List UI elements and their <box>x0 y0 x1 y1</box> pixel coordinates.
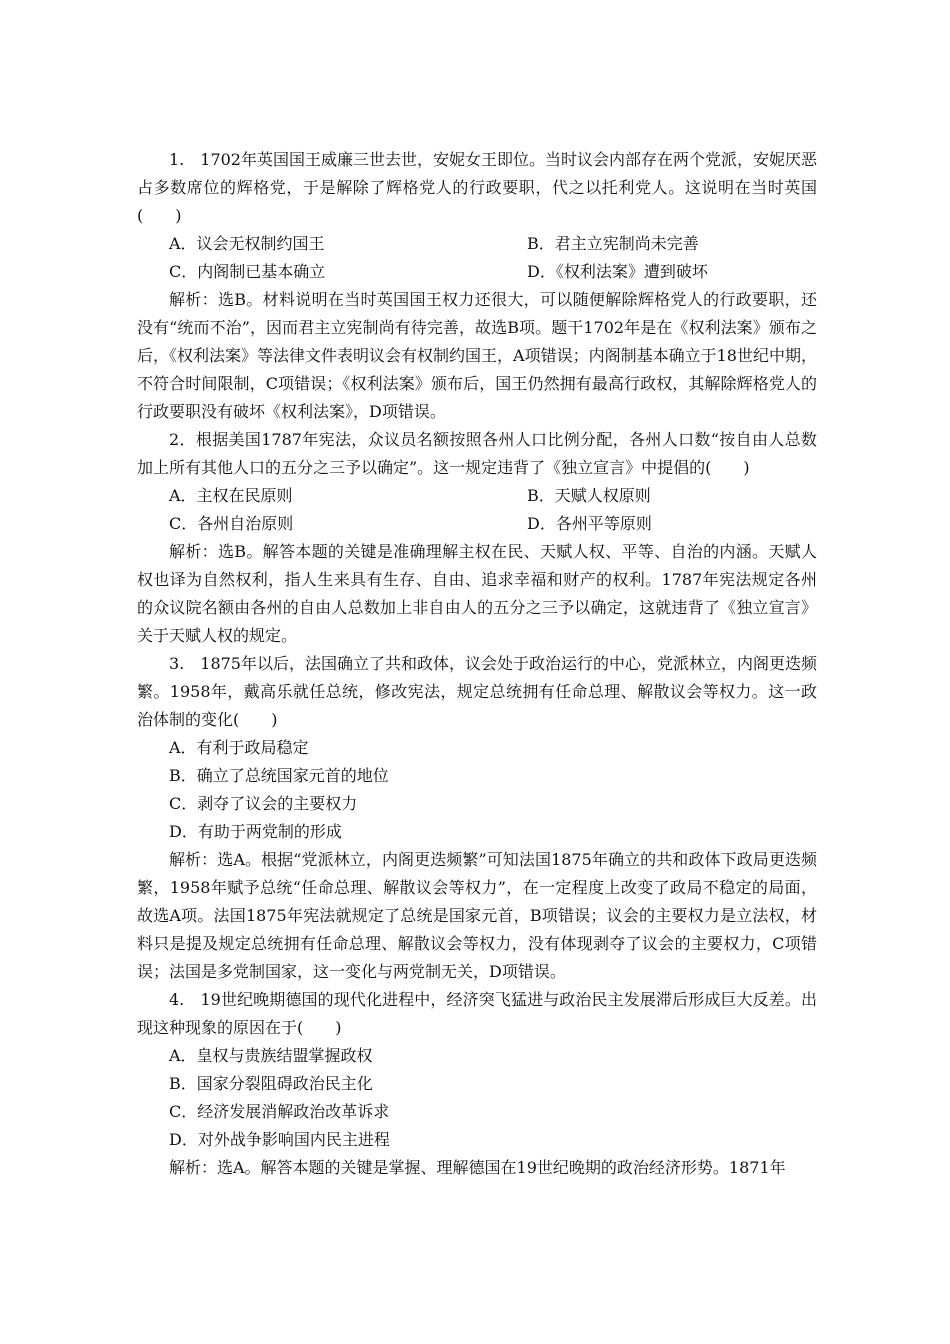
question-1-analysis: 解析：选B。材料说明在当时英国国王权力还很大，可以随便解除辉格党人的行政要职，还没有“统而不治”，因而君主立宪制尚有待完善，故选B项。题干1702年是在《权利法案》颁布之后，《权利法案》等法律文件表明议会有权制约国王，A项错误；内阁制基本确立于18世纪中期，不符合时间限制，C项错误；《权利法案》颁布后，国王仍然拥有最高行政权，其解除辉格党人的行政要职没有破坏《权利法案》，D项错误。 <box>137 290 817 421</box>
question-1-option-a: A．议会无权制约国王 <box>169 234 325 253</box>
question-1-option-b: B．君主立宪制尚未完善 <box>527 234 699 253</box>
question-list <box>137 146 817 1182</box>
question-1-option-d: D．《权利法案》遭到破坏 <box>527 262 708 281</box>
question-4-options <box>137 1042 817 1154</box>
question-4-stem: 4. 19世纪晚期德国的现代化进程中，经济突飞猛进与政治民主发展滞后形成巨大反差。出现这种现象的原因在于( ) <box>137 990 817 1037</box>
question-2-option-d: D．各州平等原则 <box>527 514 652 533</box>
question-3-option-c: C．剥夺了议会的主要权力 <box>169 794 358 813</box>
question-2-option-c: C．各州自治原则 <box>169 514 294 533</box>
question-1-options <box>137 230 817 286</box>
question-2-stem: 2．根据美国1787年宪法，众议员名额按照各州人口比例分配，各州人口数“按自由人总数加上所有其他人口的五分之三予以确定”。这一规定违背了《独立宣言》中提倡的( ) <box>137 430 817 477</box>
question-4-option-d: D．对外战争影响国内民主进程 <box>169 1130 390 1149</box>
question-3-option-b: B．确立了总统国家元首的地位 <box>169 766 389 785</box>
question-1-option-c: C．内阁制已基本确立 <box>169 262 326 281</box>
question-2-options <box>137 482 817 538</box>
question-1-stem: 1. 1702年英国国王威廉三世去世，安妮女王即位。当时议会内部存在两个党派，安妮厌恶占多数席位的辉格党，于是解除了辉格党人的行政要职，代之以托利党人。这说明在当时英国( ) <box>137 150 817 225</box>
question-4-analysis: 解析：选A。解答本题的关键是掌握、理解德国在19世纪晚期的政治经济形势。1871年 <box>169 1158 786 1177</box>
question-4-option-a: A．皇权与贵族结盟掌握政权 <box>169 1046 373 1065</box>
question-2-option-a: A．主权在民原则 <box>169 486 293 505</box>
question-3-analysis: 解析：选A。根据“党派林立，内阁更迭频繁”可知法国1875年确立的共和政体下政局更迭频繁，1958年赋予总统“任命总理、解散议会等权力”，在一定程度上改变了政局不稳定的局面，故选A项。法国1875年宪法就规定了总统是国家元首，B项错误；议会的主要权力是立法权，材料只是提及规定总统拥有任命总理、解散议会等权力，没有体现剥夺了议会的主要权力，C项错误；法国是多党制国家，这一变化与两党制无关，D项错误。 <box>137 850 817 981</box>
question-4-option-c: C．经济发展消解政治改革诉求 <box>169 1102 390 1121</box>
question-3-stem: 3. 1875年以后，法国确立了共和政体，议会处于政治运行的中心，党派林立，内阁更迭频繁。1958年，戴高乐就任总统，修改宪法，规定总统拥有任命总理、解散议会等权力。这一政治体制的变化( ) <box>137 654 817 729</box>
question-2-option-b: B．天赋人权原则 <box>527 486 651 505</box>
question-4-option-b: B．国家分裂阻碍政治民主化 <box>169 1074 373 1093</box>
question-2-analysis: 解析：选B。解答本题的关键是准确理解主权在民、天赋人权、平等、自治的内涵。天赋人权也译为自然权利，指人生来具有生存、自由、追求幸福和财产的权利。1787年宪法规定各州的众议院名额由各州的自由人总数加上非自由人的五分之三予以确定，这就违背了《独立宣言》关于天赋人权的规定。 <box>137 542 817 645</box>
question-3-option-a: A．有利于政局稳定 <box>169 738 309 757</box>
question-3-option-d: D．有助于两党制的形成 <box>169 822 342 841</box>
question-3-options <box>137 734 817 846</box>
